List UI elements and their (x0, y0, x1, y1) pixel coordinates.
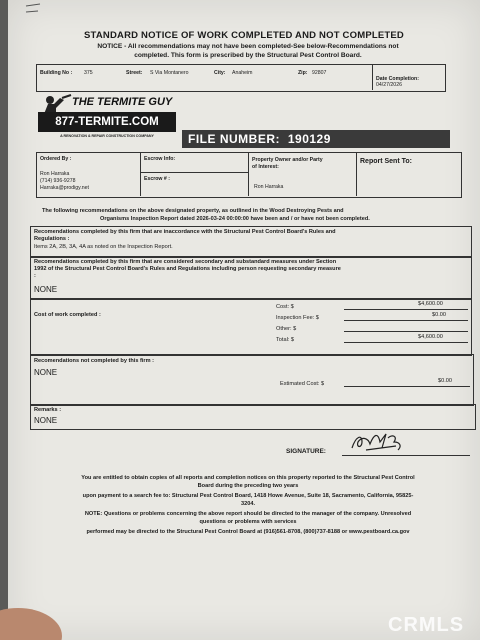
company-phone: 877-TERMITE.COM (38, 112, 176, 132)
secondary-value: NONE (34, 285, 58, 294)
city-value: Anaheim (232, 70, 253, 76)
secondary-colon: : (34, 273, 36, 279)
watermark: CRMLS (388, 614, 465, 636)
file-number-label: FILE NUMBER: (188, 132, 280, 146)
total-label: Total: $ (276, 337, 295, 343)
street-label: Street: (126, 70, 143, 76)
date-completion-label: Date Completion: (376, 76, 419, 82)
footer-note-1: NOTE: Questions or problems concerning the above report should be directed to the manager of the company. Unresolved (84, 511, 412, 517)
building-no-value: 375 (84, 70, 93, 76)
city-label: City: (214, 70, 226, 76)
date-completion-value: 04/27/2026 (376, 82, 402, 88)
secondary-label-2: 1992 of the Structural Pest Control Board's Rules and Regulations including person requesting secondary measure (34, 266, 341, 272)
notice-text: NOTICE - All recommendations may not have been completed-See below-Recommendations not completed. This form is prescribed by the Structural Pest Control Board. (97, 43, 399, 59)
not-completed-value: NONE (34, 368, 58, 377)
company-tagline: A RENOVATION & REPAIR CONSTRUCTION COMPANY (60, 134, 154, 138)
remarks-value: NONE (34, 416, 58, 425)
intro-line-1: The following recommendations on the above designated property, as outlined in the Wood Destroying Pests and (42, 208, 344, 214)
corner-pencil-mark (24, 0, 44, 26)
estimated-cost-label: Estimated Cost: $ (280, 381, 325, 387)
report-sent-to-label: Report Sent To: (360, 158, 412, 165)
cost-box (30, 298, 472, 356)
footer-note-3: performed may be directed to the Structural Pest Control Board at (916)561-8708, (800)737-8188 or www.pestboard.ca.gov (86, 529, 410, 535)
footer-line-3: upon payment to a search fee to: Structural Pest Control Board, 1418 Howe Avenue, Suite 18, Sacramento, California, 95825- (82, 493, 414, 499)
cost-label: Cost of work completed : (34, 312, 101, 318)
remarks-label: Remarks : (34, 407, 62, 413)
owner-label: Property Owner and/or Party (252, 157, 323, 163)
footer-line-1: You are entitled to obtain copies of all reports and completion notices on this property reported to the Structural Pest Control (81, 475, 415, 481)
file-number-value: 190129 (287, 132, 331, 146)
secondary-label: Recomendations completed by this firm that are considered secondary and substandard measures under Section (34, 259, 337, 265)
thumb-shadow (0, 590, 70, 640)
signature-mark (348, 428, 408, 454)
footer-line-4: 3204. (241, 501, 255, 507)
signature-label: SIGNATURE: (286, 448, 326, 455)
building-no-label: Building No : (40, 70, 73, 76)
footer-note-2: questions or problems with services (199, 519, 297, 525)
remarks-box (30, 404, 476, 430)
intro-line-2: Organisms Inspection Report dated 2026-03-24 00:00:00 have been and / or have not been completed. (100, 216, 370, 222)
inspection-fee-label: Inspection Fee: $ (276, 315, 319, 321)
completed-value: Items 2A, 2B, 3A, 4A as noted on the Inspection Report. (34, 244, 173, 250)
cost-row-label: Cost: $ (276, 304, 294, 310)
company-name: THE TERMITE GUY (72, 96, 173, 108)
owner-name: Ron Harraka (254, 184, 284, 190)
company-logo (36, 94, 180, 148)
other-label: Other: $ (276, 326, 297, 332)
estimated-cost-value: $0.00 (438, 378, 452, 384)
escrow-number-label: Escrow # : (144, 176, 170, 182)
file-number-banner (182, 130, 450, 148)
ordered-by-name: Ron Harraka (40, 171, 70, 177)
completed-label: Recomendations completed by this firm that are inaccordance with the Structural Pest Control Board's Rules and (34, 229, 336, 235)
inspection-fee-value: $0.00 (432, 312, 446, 318)
total-value: $4,600.00 (418, 334, 443, 340)
street-value: S Via Montanero (150, 70, 189, 76)
completed-label-2: Regulations : (34, 236, 70, 242)
termite-guy-icon (38, 94, 72, 114)
ordered-by-phone: (714) 936-9278 (40, 178, 76, 184)
document-title: STANDARD NOTICE OF WORK COMPLETED AND NOT COMPLETED (84, 30, 404, 41)
zip-label: Zip: (298, 70, 308, 76)
document-page (8, 0, 480, 640)
ordered-by-email: Harraka@prodigy.net (40, 185, 89, 191)
zip-value: 92807 (312, 70, 327, 76)
escrow-info-label: Escrow Info: (144, 156, 176, 162)
cost-row-value: $4,600.00 (418, 301, 443, 307)
owner-label-2: of Interest: (252, 164, 279, 170)
ordered-by-label: Ordered By : (40, 156, 72, 162)
footer-line-2: Board during the preceding two years (197, 483, 299, 489)
not-completed-label: Recomendations not completed by this firm : (34, 358, 154, 364)
